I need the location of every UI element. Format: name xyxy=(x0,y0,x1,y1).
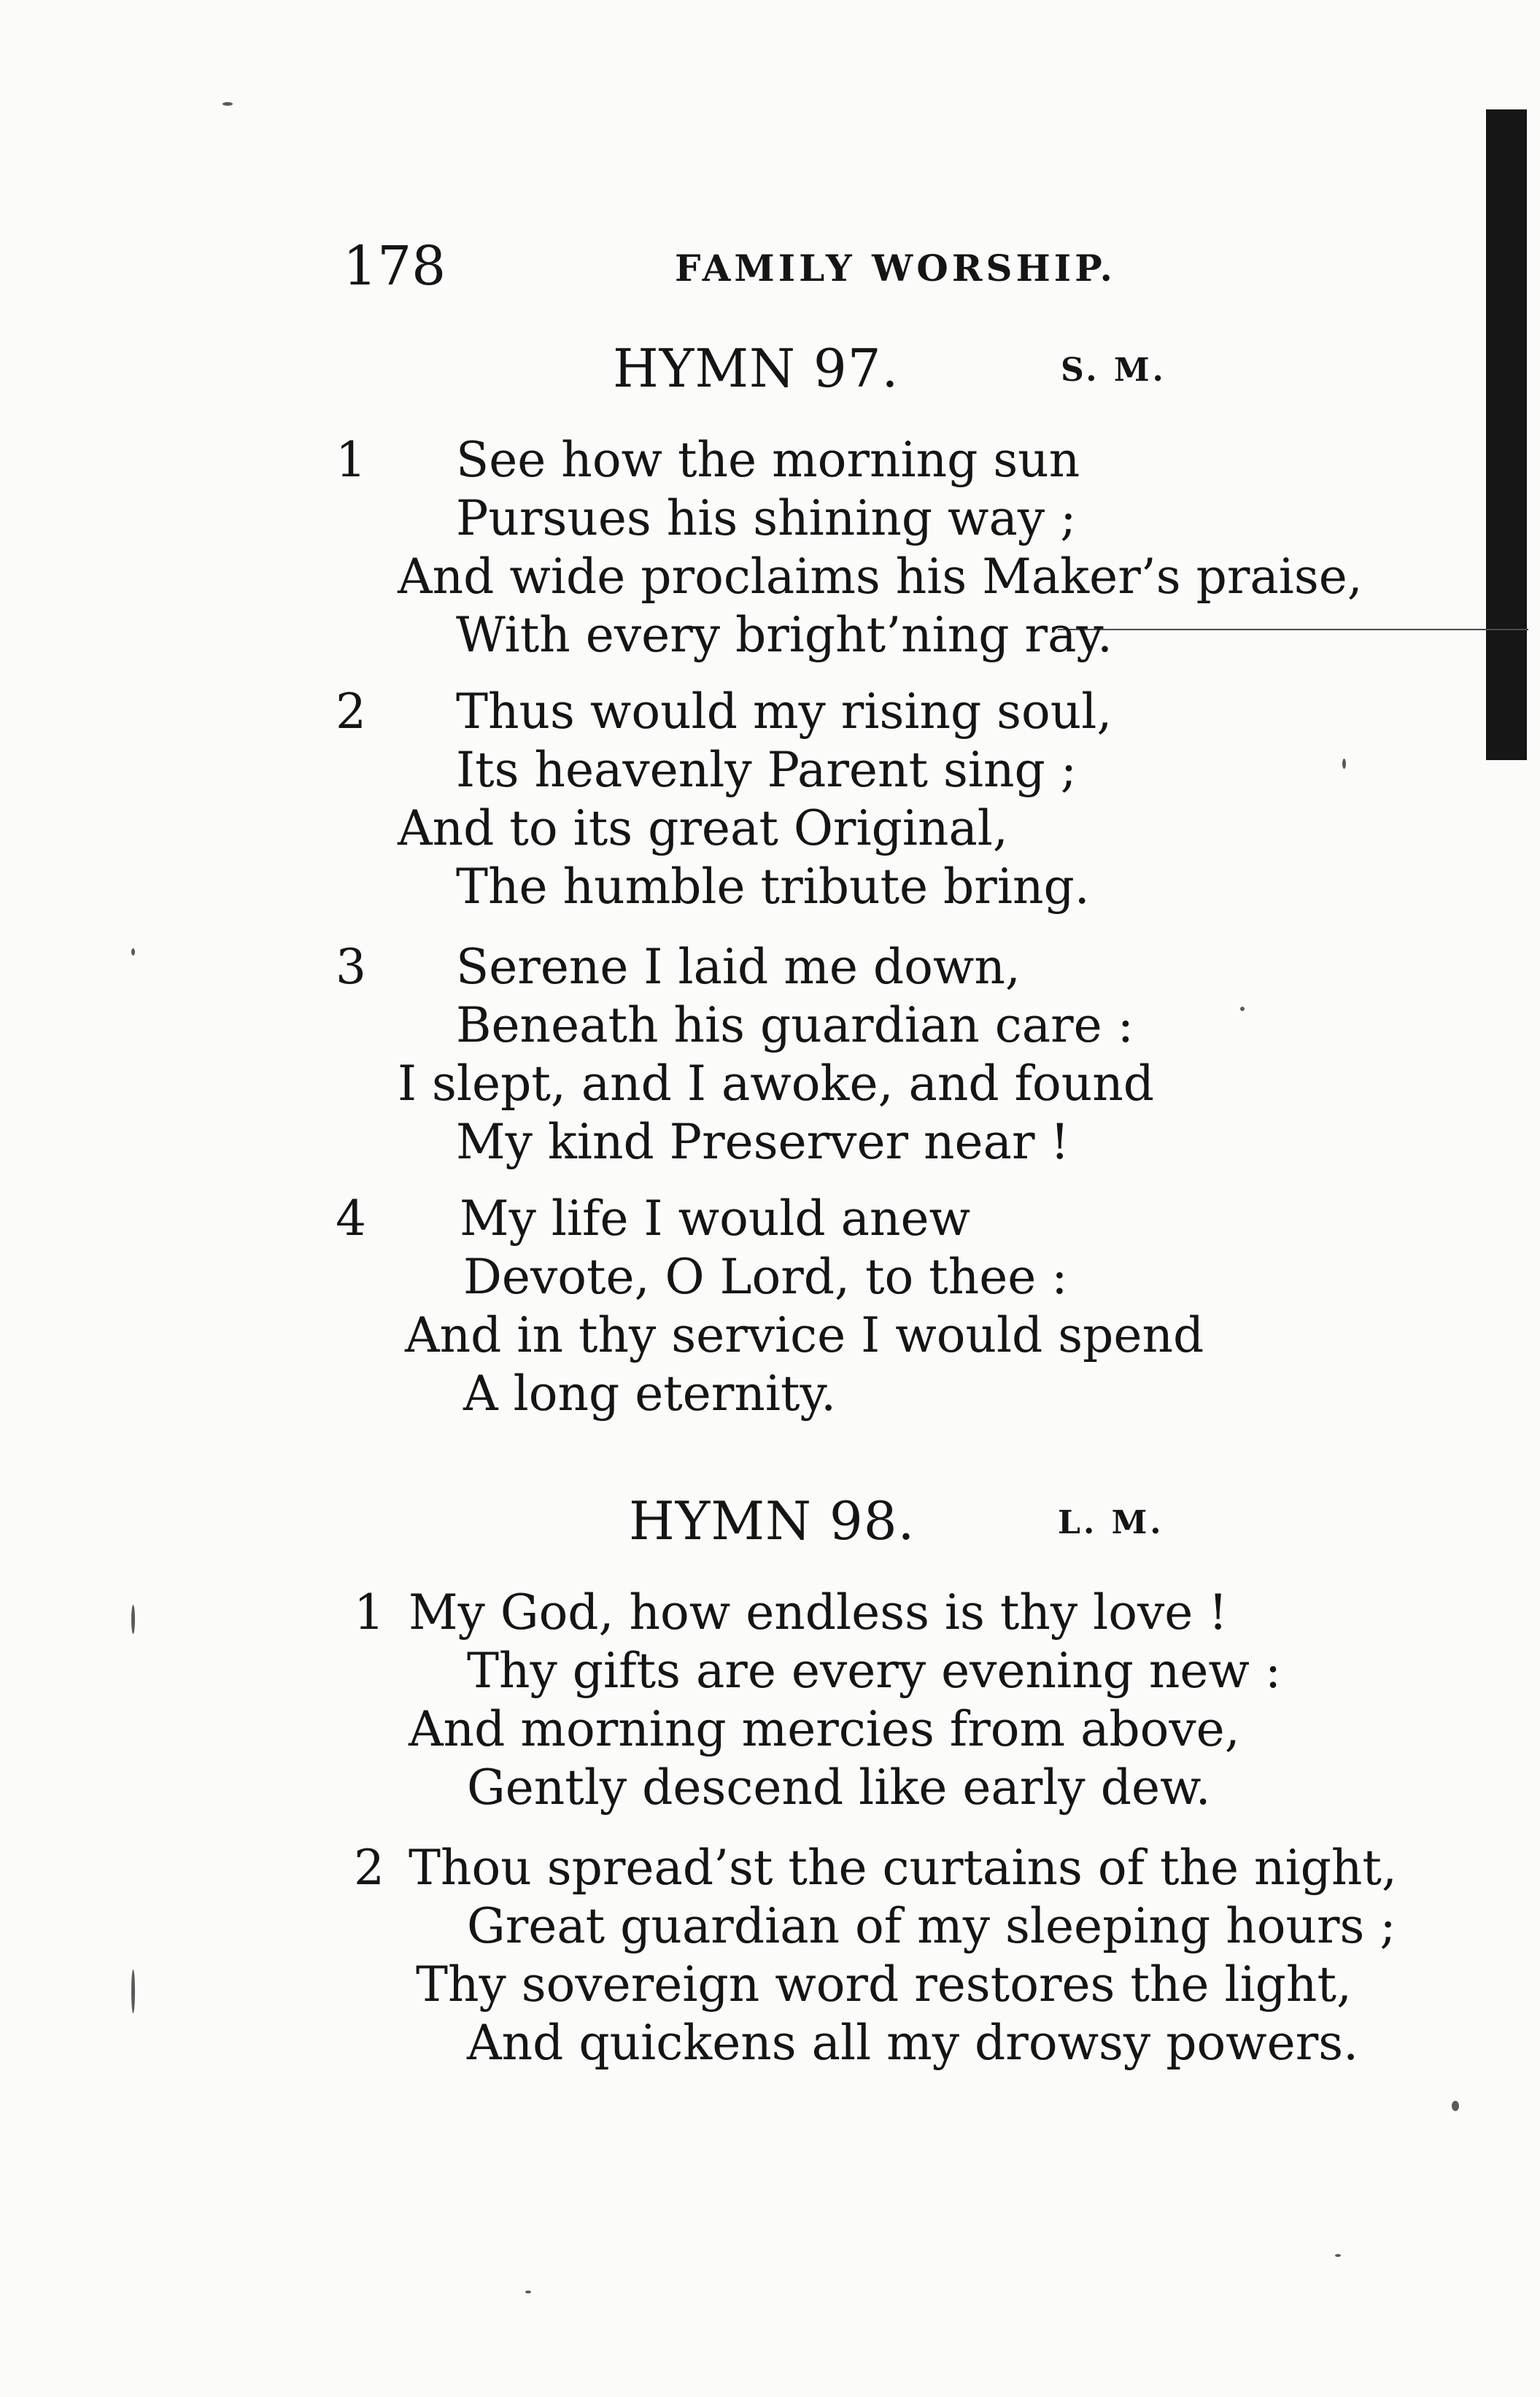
verse-line: My God, how endless is thy love ! xyxy=(409,1584,1228,1641)
page-number: 178 xyxy=(343,235,446,298)
verse-line: And to its great Original, xyxy=(398,800,1008,856)
verse-line: And quickens all my drowsy powers. xyxy=(467,2015,1359,2071)
stanza-number: 4 xyxy=(336,1190,366,1247)
verse-line: And wide proclaims his Maker’s praise, xyxy=(398,549,1363,605)
hymn-title: HYMN 97. xyxy=(613,338,899,399)
hymn-meter: L. M. xyxy=(1058,1504,1164,1541)
stanza-number: 2 xyxy=(354,1840,384,1896)
hymn-97-stanza-4 xyxy=(336,1189,1357,1430)
verse-line: The humble tribute bring. xyxy=(456,859,1090,915)
verse-line: My life I would anew xyxy=(460,1190,971,1247)
verse-line: Pursues his shining way ; xyxy=(456,490,1077,546)
print-speck xyxy=(1342,759,1346,769)
verse-line: Thou spread’st the curtains of the night, xyxy=(409,1840,1397,1896)
verse-line: Devote, O Lord, to thee : xyxy=(463,1249,1068,1305)
verse-line: Gently descend like early dew. xyxy=(467,1759,1211,1816)
stanza-number: 3 xyxy=(336,939,366,995)
stanza-number: 1 xyxy=(336,432,366,488)
print-speck xyxy=(1452,2101,1459,2111)
verse-line: See how the morning sun xyxy=(456,432,1080,488)
hymn-meter: S. M. xyxy=(1061,352,1166,389)
print-speck xyxy=(131,1605,135,1634)
verse-line: A long eternity. xyxy=(463,1366,837,1422)
verse-line: My kind Preserver near ! xyxy=(456,1114,1070,1170)
hymn-98-stanza-2 xyxy=(336,1838,1397,2079)
hymn-97-stanza-3 xyxy=(336,937,1357,1178)
verse-line: Thy gifts are every evening new : xyxy=(467,1643,1282,1699)
running-title: FAMILY WORSHIP. xyxy=(675,247,1116,290)
page-edge-shadow xyxy=(1486,109,1527,760)
print-speck xyxy=(1240,1007,1245,1011)
hymn-98-heading xyxy=(629,1488,1212,1554)
verse-line: Thus would my rising soul, xyxy=(456,684,1113,740)
verse-line: I slept, and I awoke, and found xyxy=(398,1056,1155,1112)
stanza-number: 1 xyxy=(354,1584,384,1641)
hymn-97-stanza-2 xyxy=(336,682,1357,923)
hymn-98-stanza-1 xyxy=(336,1583,1357,1824)
stanza-number: 2 xyxy=(336,684,366,740)
verse-line: And morning mercies from above, xyxy=(409,1701,1240,1757)
verse-line: Thy sovereign word restores the light, xyxy=(416,1956,1352,2013)
hymn-97-heading xyxy=(613,336,1196,401)
print-speck xyxy=(223,102,233,106)
print-speck xyxy=(1335,2254,1341,2257)
verse-line: With every bright’ning ray. xyxy=(456,607,1113,663)
verse-line: Its heavenly Parent sing ; xyxy=(456,742,1077,798)
hymn-97-stanza-1 xyxy=(336,430,1363,671)
verse-line: And in thy service I would spend xyxy=(405,1307,1204,1363)
verse-line: Beneath his guardian care : xyxy=(456,997,1134,1053)
hymn-title: HYMN 98. xyxy=(629,1490,916,1552)
print-speck xyxy=(525,2290,531,2293)
running-head xyxy=(343,233,1189,299)
verse-line: Serene I laid me down, xyxy=(456,939,1021,995)
print-speck xyxy=(131,948,135,956)
verse-line: Great guardian of my sleeping hours ; xyxy=(467,1898,1396,1954)
print-speck xyxy=(131,1970,135,2013)
